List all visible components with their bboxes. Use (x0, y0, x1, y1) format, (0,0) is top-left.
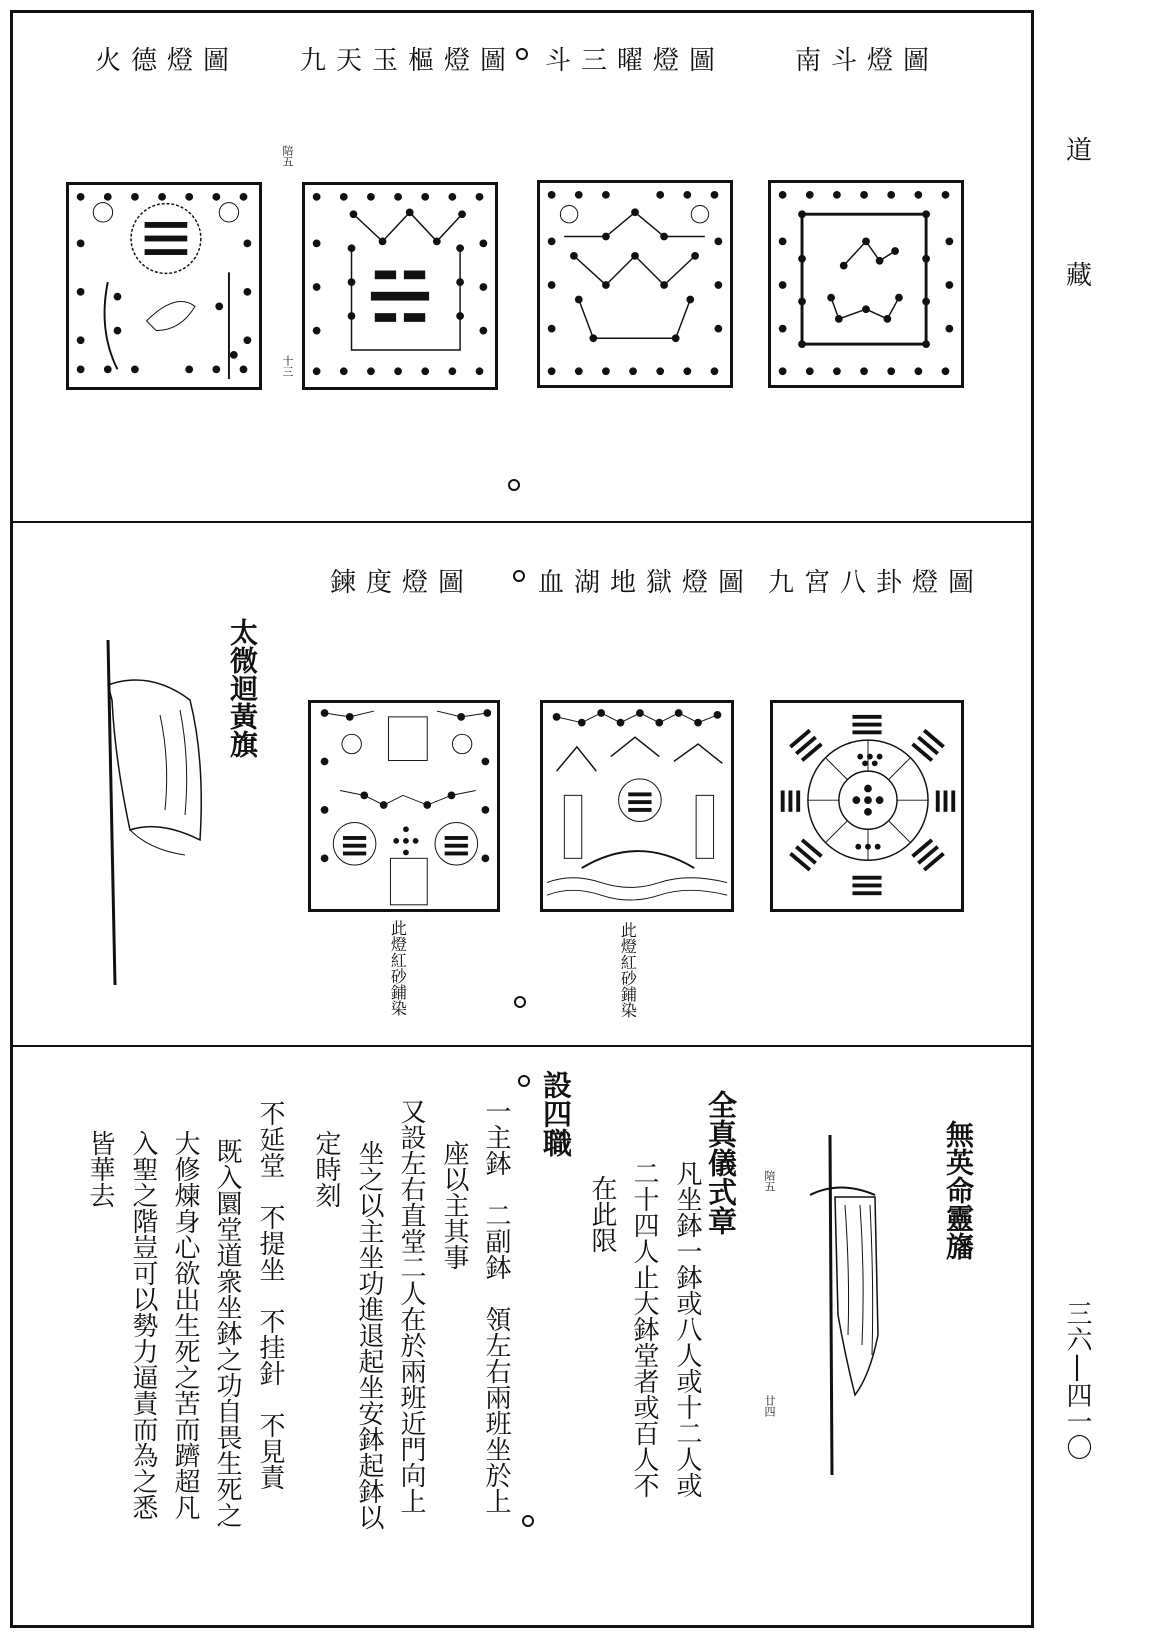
text-column: 凡坐鉢一鉢或八人或十二人或 (672, 1160, 702, 1498)
margin-mark: 陪五 (281, 145, 294, 167)
section-ring (514, 996, 526, 1008)
section-divider-top (10, 521, 1034, 523)
margin-char-dao: 道 (1066, 136, 1093, 166)
diagram-xuehu (540, 700, 734, 912)
title-nandou: 南斗燈圖 (795, 46, 940, 76)
text-column: 坐之以主坐功進退起坐安鉢起鉢以 (354, 1140, 384, 1530)
text-column: 又設左右直堂二人在於兩班近門向上 (396, 1098, 426, 1514)
title-jiugong: 九宮八卦燈圖 (768, 568, 985, 598)
section-ring (508, 479, 520, 491)
section-ring (518, 1075, 530, 1087)
text-column: 大修煉身心欲出生死之苦而躋超凡 (170, 1130, 200, 1520)
text-column: 皆華去 (85, 1130, 115, 1208)
section-ring (513, 570, 525, 582)
text-column: 定時刻 (311, 1130, 341, 1208)
margin-char-zang: 藏 (1066, 261, 1093, 291)
title-huode: 火德燈圖 (95, 46, 240, 76)
title-dousan: 斗三曜燈圖 (545, 46, 726, 76)
margin-mark: 廿四 (763, 1395, 776, 1417)
diagram-huode (66, 182, 262, 390)
text-column: 二十四人止大鉢堂者或百人不 (629, 1160, 659, 1498)
diagram-nandou (768, 180, 964, 388)
diagram-dousan (537, 180, 733, 388)
diagram-jiutian (302, 182, 498, 390)
heading-quanzhen: 全真儀式章 (704, 1090, 738, 1235)
section-ring (516, 48, 528, 60)
diagram-jiugong (770, 700, 964, 912)
banner-label-wuying: 無英命靈旛 (942, 1120, 975, 1260)
text-column: 在此限 (587, 1175, 617, 1253)
margin-mark: 陪五 (763, 1170, 776, 1192)
title-jiutian: 九天玉樞燈圖 (300, 46, 517, 76)
title-liandu: 鍊度燈圖 (330, 568, 475, 598)
diagram-note: 此燈紅砂鋪染 (618, 922, 638, 1018)
text-column: 一主鉢 二副鉢 領左右兩班坐於上 (481, 1098, 511, 1514)
page-number: 三六|四一〇 (1062, 1300, 1092, 1460)
text-column: 不延堂 不提坐 不挂針 不見責 (255, 1100, 285, 1490)
diagram-note: 此燈紅砂鋪染 (388, 920, 408, 1016)
text-column: 既入圜堂道衆坐鉢之功自畏生死之 (212, 1138, 242, 1528)
section-ring (522, 1515, 534, 1527)
banner-wuying-illustration (800, 1135, 910, 1475)
heading-sheshizhi: 設四職 (539, 1070, 573, 1157)
banner-taiwei-illustration (90, 640, 220, 985)
banner-label-taiwei: 太微迴黃旗 (226, 618, 259, 758)
section-divider-bottom (10, 1045, 1034, 1047)
diagram-liandu (308, 700, 500, 912)
text-column: 入聖之階豈可以勢力逼責而為之悉 (128, 1130, 158, 1520)
title-xuehu: 血湖地獄燈圖 (538, 568, 755, 598)
margin-mark: 十三 (281, 355, 294, 377)
text-column: 座以主其事 (439, 1140, 469, 1270)
